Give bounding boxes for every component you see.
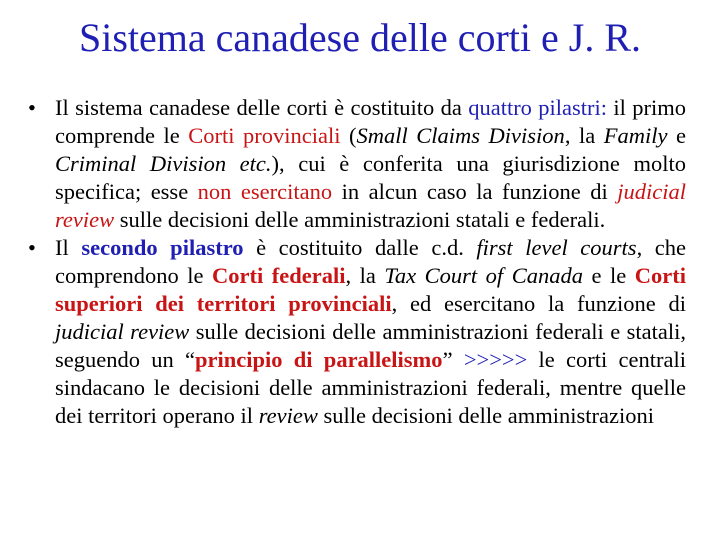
text-run: sulle decisioni delle amministrazioni statali e federali. [114, 207, 606, 232]
text-run: Tax Court of Canada [384, 263, 583, 288]
bullet-item-2 [28, 234, 686, 430]
bullet-text [55, 235, 686, 428]
text-run: principio di parallelismo [195, 347, 443, 372]
text-run: , la [345, 263, 385, 288]
text-run: non esercitano [197, 179, 333, 204]
text-run: ), cui è conferita una giurisdizione molto specifica; esse [55, 151, 686, 204]
text-run: Corti federali [212, 263, 346, 288]
text-run: Small Claims Division [356, 123, 565, 148]
bullet-item-1 [28, 94, 686, 234]
text-run: quattro pilastri: [468, 95, 608, 120]
text-run: >>>>> [463, 347, 528, 372]
text-run: Family [603, 123, 668, 148]
text-run: sulle decisioni delle amministrazioni federali e statali, seguendo un “ [55, 319, 686, 372]
text-run: secondo pilastro [81, 235, 244, 260]
text-run: , ed esercitano la funzione di [391, 291, 687, 316]
text-run: Corti superiori dei territori provinciali [55, 263, 686, 316]
text-run: review [258, 403, 318, 428]
text-run: è costituito dalle c.d. [243, 235, 477, 260]
bullet-marker: • [28, 95, 36, 120]
text-run: ” [442, 347, 464, 372]
text-run: , la [564, 123, 604, 148]
bullet-list [28, 94, 686, 430]
text-run: first level courts [476, 235, 637, 260]
text-run: , che comprendono le [55, 235, 686, 288]
text-run: judicial review [55, 319, 190, 344]
bullet-text [55, 95, 686, 232]
text-run: e [667, 123, 686, 148]
text-run: sulle decisioni delle amministrazioni [317, 403, 654, 428]
slide-title: Sistema canadese delle corti e J. R. [78, 15, 642, 60]
text-run: Corti provinciali [188, 123, 341, 148]
text-run: le corti centrali sindacano le decisioni delle amministrazioni federali, mentre quelle dei territori operano il [55, 347, 686, 428]
text-run: judicial review [55, 179, 686, 232]
bullet-marker: • [28, 235, 36, 260]
text-run: ( [340, 123, 357, 148]
text-run: il primo comprende le [55, 95, 687, 148]
text-run: e le [582, 263, 635, 288]
text-run: in alcun caso la funzione di [332, 179, 618, 204]
text-run: Il sistema canadese delle corti è costituito da [55, 95, 469, 120]
text-run: Il [55, 235, 82, 260]
text-run: Criminal Division etc. [55, 151, 272, 176]
